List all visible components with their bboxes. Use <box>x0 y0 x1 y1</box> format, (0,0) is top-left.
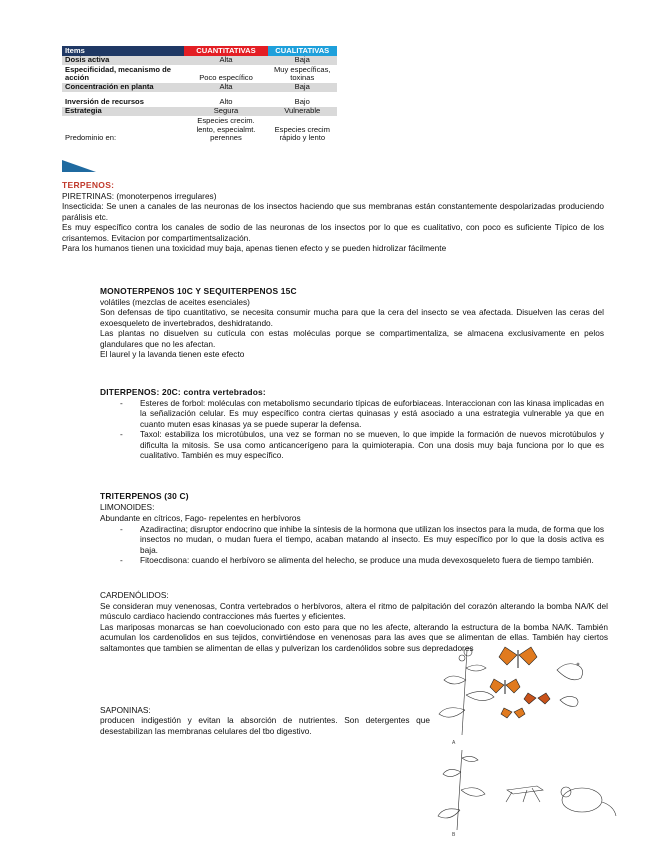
monoterpenos-block <box>100 297 604 359</box>
monarch-butterfly-icon <box>499 647 537 668</box>
bird-icon <box>557 663 583 706</box>
table-cell: Especificidad, mecanismo de acción <box>65 64 171 83</box>
paragraph: Para los humanos tienen una toxicidad muy baja, apenas tienen efecto y se pueden hidrolizar fácilmente <box>62 243 447 254</box>
list-item: - Fitoecdisona: cuando el herbívoro se alimenta del helecho, se produce una muda devexosqueleto fuera de tiempo también. <box>120 555 604 565</box>
mouse-icon <box>561 787 616 816</box>
limonoides-abundante: Abundante en cítricos, Fago- repelentes en herbívoros <box>100 513 301 523</box>
heading-triterpenos: TRITERPENOS (30 C) <box>100 491 189 501</box>
table-cell: Bajo <box>294 97 310 107</box>
table-header-cell: CUANTITATIVAS <box>184 46 267 56</box>
monarch-butterfly-icon <box>490 679 520 694</box>
heading-diterpenos: DITERPENOS: 20C: contra vertebrados: <box>100 387 266 397</box>
table-row <box>62 116 337 143</box>
paragraph: El laurel y la lavanda tienen este efecto <box>100 349 245 360</box>
table-cell: Predominio en: <box>65 133 117 143</box>
section-title-terpenos: TERPENOS: <box>62 180 115 190</box>
table-cell: Concentración en planta <box>62 83 184 92</box>
table-cell: Baja <box>268 56 338 65</box>
plant-sketch-icon <box>438 750 485 830</box>
table-cell: Especies crecim. lento, especialmt. perennes <box>196 116 256 143</box>
paragraph: producen indigestión y evitan la absorción de nutrientes. Son detergentes que desestabilizan las membranas celulares del tbo digestivo. <box>100 715 430 736</box>
paragraph: Son defensas de tipo cuantitativo, se necesita consumir mucha para que la cera del insecto se vea afectada. Disuelven las ceras del exoesqueleto de invertebrados, deshidratando. <box>100 307 604 328</box>
table-cell: Alto <box>219 97 233 107</box>
table-row <box>62 65 337 83</box>
table-row <box>62 56 337 65</box>
figure-label-a: A <box>452 740 456 746</box>
table-cell: Poco específico <box>199 73 253 83</box>
cardenolidos-p2: Las mariposas monarcas se han coevolucionado con esto para que no les afecte, alterando la estructura de la bomba NA/K. También acumulan los cardenolidos en sus tejidos, convirtiéndose en venenosas para las aves que se alimentan de ellas. También hay ciertos saltamontes que tambien se alimentan de ellas y pulverizan los cardenólidos sobre sus depredadores <box>100 622 608 653</box>
triterpenos-block <box>120 524 604 566</box>
list-item: - Azadiractina; disruptor endocrino que inhibe la síntesis de la hormona que utilizan los insectos para la muda, de forma que los insectos no mudan, o mudan fuera el tiempo, acaban matando al insecto. Es muy específico por lo que la dosis activa es baja. <box>120 524 604 555</box>
table-cell: Especies crecim rápido y lento <box>274 124 330 143</box>
table-header-cell: CUALITATIVAS <box>268 46 338 56</box>
table-cell: Vulnerable <box>268 107 338 116</box>
table-cell: Muy específicas, toxinas <box>273 64 331 83</box>
grasshopper-icon <box>506 786 543 802</box>
table-cell: Alta <box>184 56 267 65</box>
figure-label-b: B <box>452 832 456 838</box>
table-cell: Alta <box>184 83 267 92</box>
table-cell: Segura <box>184 107 267 116</box>
paragraph: Las plantas no disuelven su cutícula con estas moléculas porque se compartimentaliza, se almacena exclusivamente en pelos glandulares que no les afectan. <box>100 328 604 349</box>
list-item: - Esteres de forbol: moléculas con metabolismo secundario típicas de euforbiaceas. Interaccionan con las kinasa implicadas en la señalización celular. Es muy específico contra ciertas quinasas y está asociado a una estrategia vulnerable ya que en cuanto muten esas kinasas ya se puede superar la defensa. <box>120 398 604 429</box>
terpenos-block <box>62 191 604 253</box>
heading-monoterpenos: MONOTERPENOS 10C Y SEQUITERPENOS 15C <box>100 286 297 296</box>
table-row <box>62 107 337 116</box>
monarch-butterfly-icon <box>524 693 550 704</box>
saponinas-block <box>100 705 430 736</box>
table-cell: Baja <box>268 83 338 92</box>
comparison-table <box>62 46 337 143</box>
saponinas-title: SAPONINAS: <box>100 705 151 715</box>
table-corner-decoration <box>62 160 96 172</box>
table-header-cell: Items <box>62 46 184 56</box>
piretrinas-title: PIRETRINAS: (monoterpenos irregulares) <box>62 191 217 201</box>
paragraph: Insecticida: Se unen a canales de las neuronas de los insectos haciendo que sus membranas están constantemente despolarizadas produciendo parálisis etc. <box>62 201 604 222</box>
list-item: - Taxol: estabiliza los microtúbulos, una vez se forman no se mueven, lo que impide la formación de nuevos microtúbulos y dificulta la mitosis. Se usa como anticancerígeno para la quimioterapia. Con una dosis muy baja funciona por lo que es cualitativo. También es muy específico. <box>120 429 604 460</box>
diterpenos-block <box>120 398 604 460</box>
limonoides-title: LIMONOIDES: <box>100 502 155 512</box>
paragraph: Es muy específico contra los canales de sodio de las neuronas de los insectos por lo que es cualitativo, con poco es suficiente Típico de los crisantemos. Evitacion por compartimentsalización. <box>62 222 604 243</box>
cardenolidos-p1: Se consideran muy venenosas, Contra vertebrados o herbívoros, altera el ritmo de palpitación del corazón alterando la bomba NA/K del músculo cardiaco haciendo contracciones más fuertes y eficientes. <box>100 601 608 622</box>
table-row <box>62 83 337 92</box>
monarch-butterfly-icon <box>501 708 525 718</box>
paragraph: volátiles (mezclas de aceites esenciales) <box>100 297 250 307</box>
table-cell: Dosis activa <box>62 56 184 65</box>
triterpenos-list <box>120 524 604 566</box>
monarch-illustration-figure <box>432 640 620 838</box>
milkweed-plant-icon <box>439 648 494 735</box>
table-cell: Inversión de recursos <box>65 97 144 107</box>
cardenolidos-title: CARDENÓLIDOS: <box>100 590 169 600</box>
diterpenos-list <box>120 398 604 460</box>
table-cell: Estrategia <box>62 107 184 116</box>
